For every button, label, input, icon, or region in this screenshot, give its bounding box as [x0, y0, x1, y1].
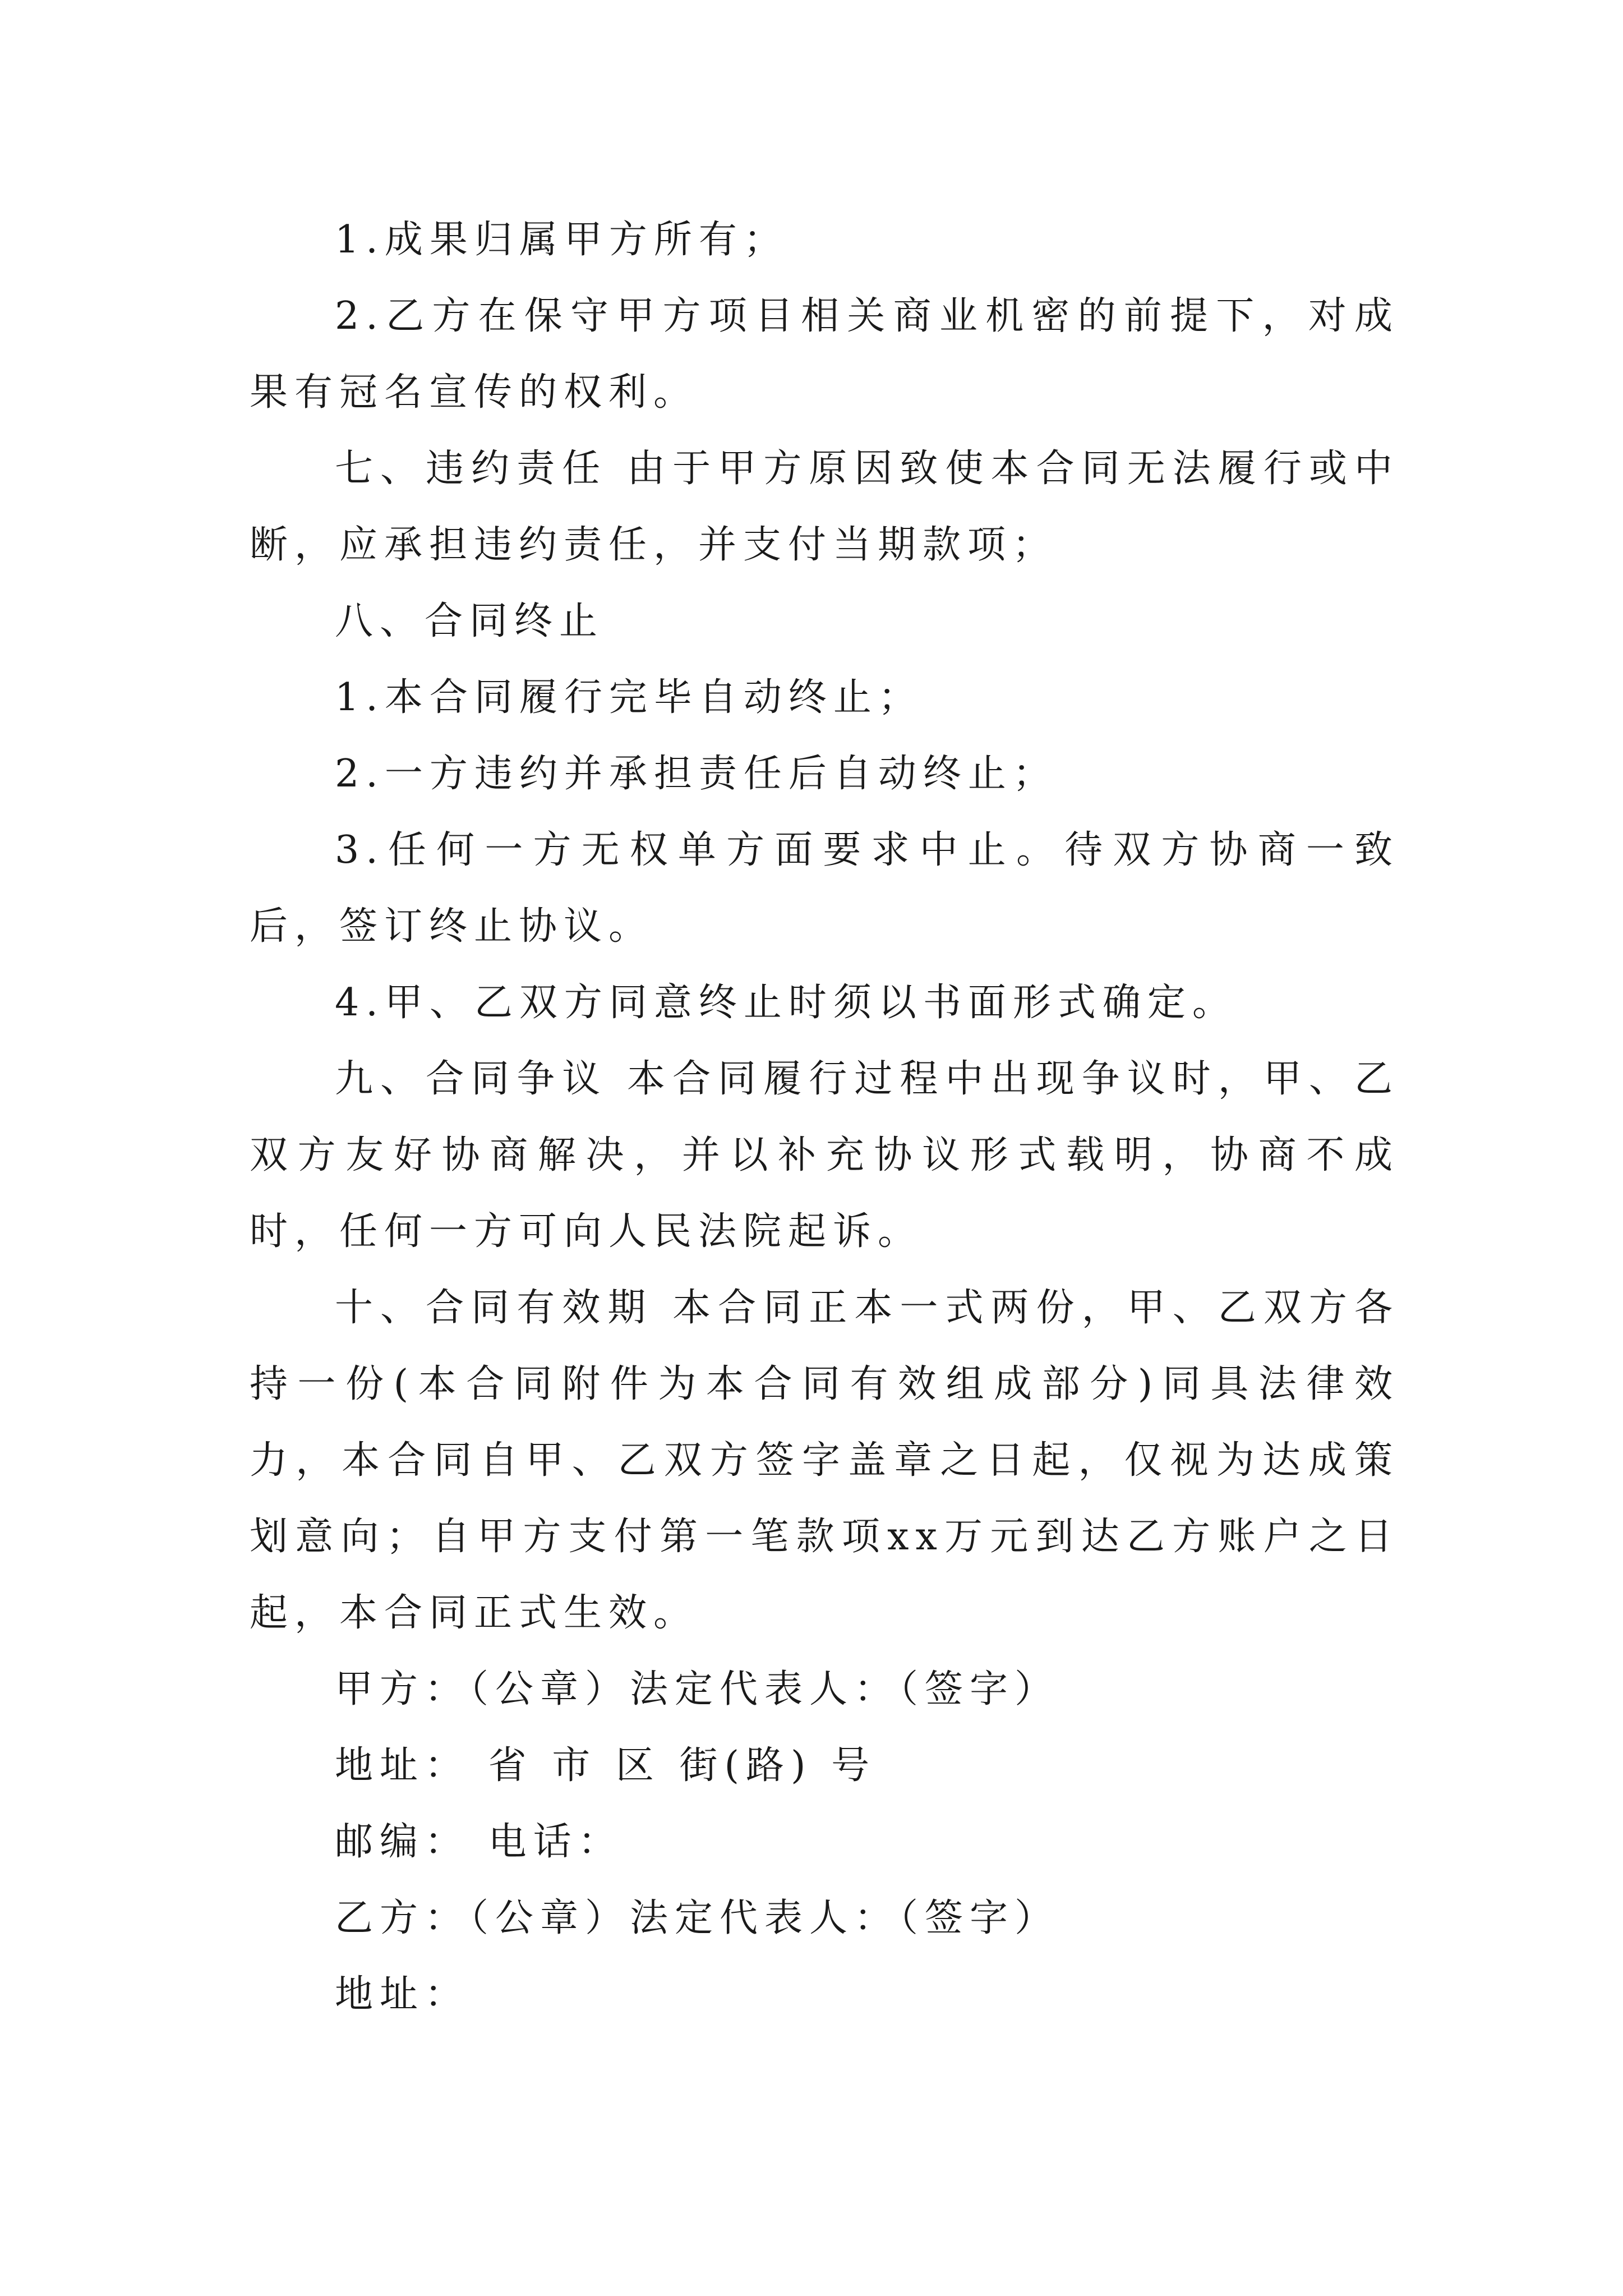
clause-termination-2: 2.一方违约并承担责任后自动终止；: [335, 752, 1058, 796]
section-breach-liability: 七、违约责任 由于甲方原因致使本合同无法履行或中断，应承担违约责任，并支付当期款项；: [250, 447, 1399, 567]
section-termination-heading: 八、合同终止: [335, 599, 605, 643]
clause-ownership-1: 1.成果归属甲方所有；: [335, 218, 789, 262]
clause-termination-1: 1.本合同履行完毕自动终止；: [335, 675, 923, 720]
section-validity: 十、合同有效期 本合同正本一式两份，甲、乙双方各持一份(本合同附件为本合同有效组成部分)同具法律效力，本合同自甲、乙双方签字盖章之日起，仅视为达成策划意向；自甲方支付第一笔款项xx万元到达乙方账户之日起，本合同正式生效。: [250, 1286, 1399, 1635]
clause-termination-3: 3.任何一方无权单方面要求中止。待双方协商一致后，签订终止协议。: [250, 828, 1399, 949]
document-body: [250, 202, 1399, 2033]
party-b-address-line: 地址：: [335, 1972, 470, 2017]
section-dispute: 九、合同争议 本合同履行过程中出现争议时，甲、乙双方友好协商解决，并以补充协议形式载明，协商不成时，任何一方可向人民法院起诉。: [250, 1057, 1399, 1254]
clause-ownership-2: 2.乙方在保守甲方项目相关商业机密的前提下，对成果有冠名宣传的权利。: [250, 294, 1399, 415]
clause-termination-4: 4.甲、乙双方同意终止时须以书面形式确定。: [335, 981, 1237, 1025]
party-a-signature-line: 甲方：（公章）法定代表人：（签字）: [335, 1667, 1060, 1711]
party-a-address-line: 地址： 省 市 区 街(路) 号: [335, 1743, 877, 1788]
party-b-signature-line: 乙方：（公章）法定代表人：（签字）: [335, 1896, 1060, 1940]
party-a-postcode-phone-line: 邮编： 电话：: [335, 1820, 623, 1864]
